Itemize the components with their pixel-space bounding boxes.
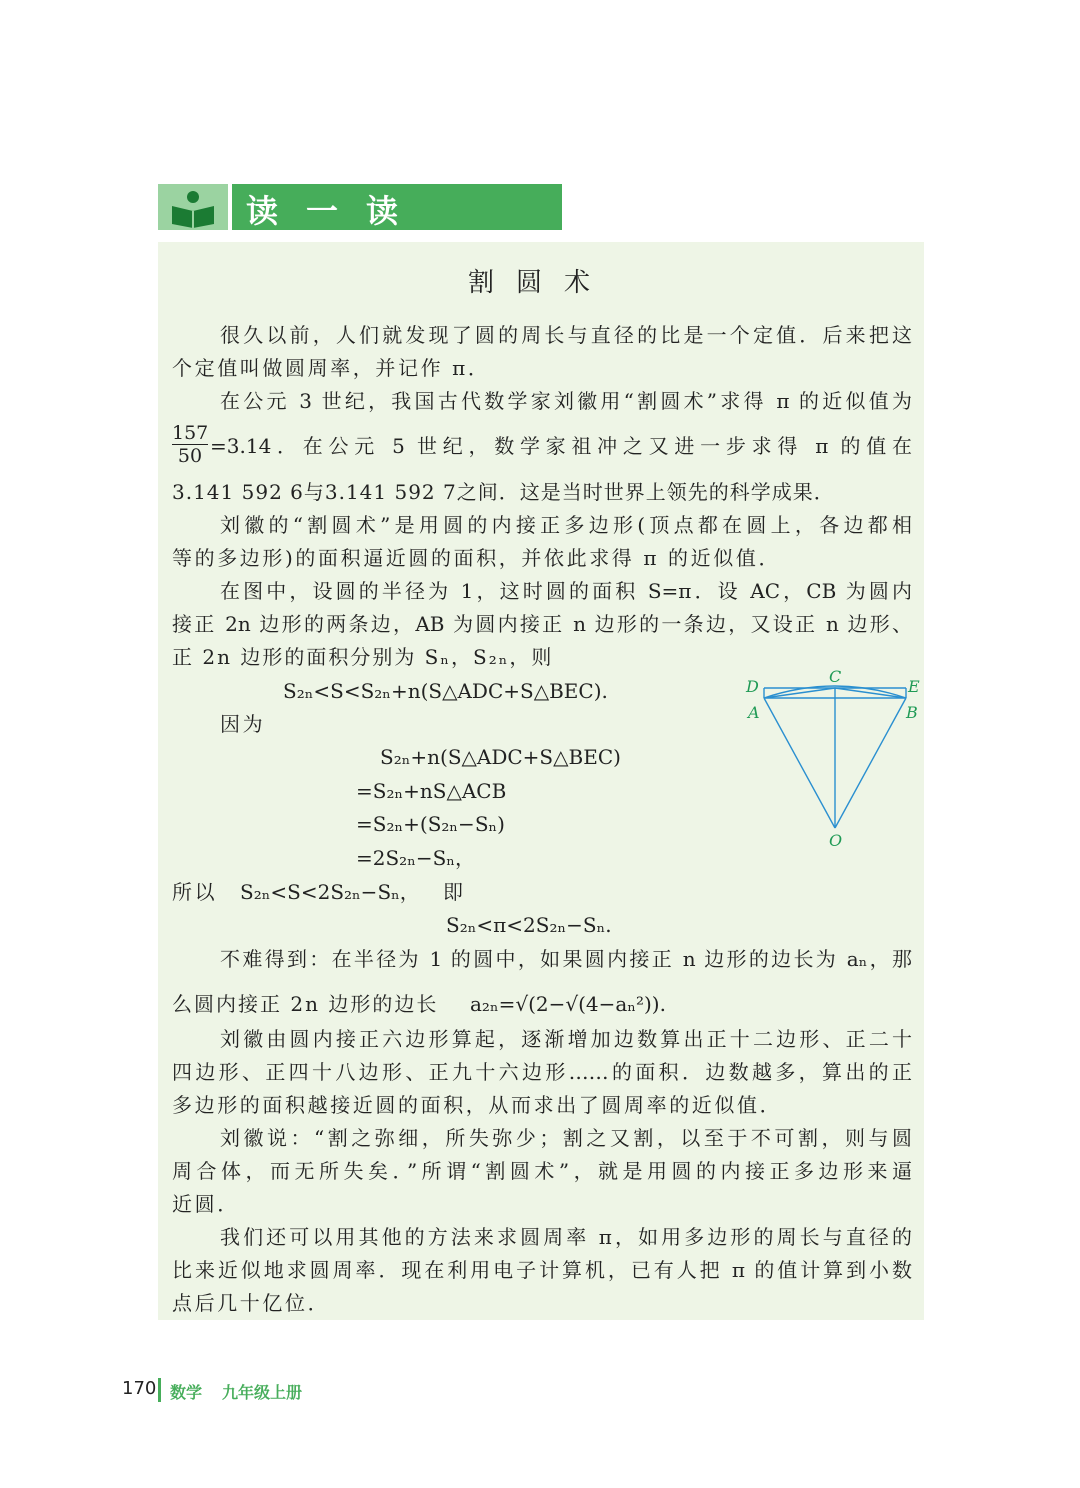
fraction-denominator: 50: [177, 445, 203, 467]
label-A: A: [748, 703, 760, 722]
text-line: 多边形的面积越接近圆的面积，从而求出了圆周率的近似值．: [172, 1093, 783, 1117]
header-char: 一: [306, 192, 339, 230]
header-char: 读: [246, 192, 279, 230]
text-line: 在公元 3 世纪，我国古代数学家刘徽用“割圆术”求得 π 的近似值为: [220, 389, 912, 413]
footer-grade: 九年级上册: [222, 1383, 303, 1402]
text-line: 周合体，而无所失矣．”所谓“割圆术”，就是用圆的内接正多边形来逼: [172, 1159, 912, 1183]
text-line: 比来近似地求圆周率．现在利用电子计算机，已有人把 π 的值计算到小数: [172, 1258, 912, 1282]
text-line: 我们还可以用其他的方法来求圆周率 π，如用多边形的周长与直径的: [220, 1225, 912, 1249]
text-line: 么圆内接正 2n 边形的边长: [172, 992, 439, 1016]
fraction-numerator: 157: [172, 422, 209, 444]
text-line: 所以: [172, 880, 218, 904]
text-line: 刘徽的“割圆术”是用圆的内接正多边形(顶点都在圆上，各边都相: [220, 513, 912, 537]
fraction: [172, 422, 208, 467]
text-line: 近圆．: [172, 1192, 240, 1216]
label-O: O: [829, 831, 843, 850]
circle-division-figure: [740, 664, 930, 854]
text-line: 个定值叫做圆周率，并记作 π．: [172, 356, 491, 380]
text-line: 等的多边形)的面积逼近圆的面积，并依此求得 π 的近似值．: [172, 546, 782, 570]
radius-OB: [835, 698, 906, 828]
derivation-line: =S₂ₙ+(S₂ₙ−Sₙ): [356, 812, 505, 836]
text-line: 因为: [220, 712, 266, 736]
text-line: 在图中，设圆的半径为 1，这时圆的面积 S=π．设 AC，CB 为圆内: [220, 579, 912, 603]
derivation-line: =2S₂ₙ−Sₙ，: [356, 846, 475, 870]
side-length-formula: a₂ₙ=√(2−√(4−aₙ²)).: [470, 992, 666, 1016]
label-C: C: [829, 667, 842, 686]
text-line: 不难得到：在半径为 1 的圆中，如果圆内接正 n 边形的边长为 aₙ，那: [220, 947, 912, 971]
reader-icon: [158, 184, 228, 230]
text-line: 很久以前，人们就发现了圆的周长与直径的比是一个定值．后来把这: [220, 323, 912, 347]
inequality-3: S₂ₙ<π<2S₂ₙ−Sₙ.: [446, 913, 612, 937]
inequality-2: S₂ₙ<S<2S₂ₙ−Sₙ，: [240, 880, 420, 904]
header-char: 读: [366, 192, 399, 230]
article-title: 割圆术: [467, 268, 612, 298]
page-number: 170: [122, 1378, 157, 1399]
label-D: D: [746, 677, 759, 696]
derivation-line: =S₂ₙ+nS△ACB: [356, 779, 507, 803]
radius-OA: [764, 698, 835, 828]
text-line: 正 2n 边形的面积分别为 Sₙ，S₂ₙ，则: [172, 645, 554, 669]
footer-divider: [158, 1378, 161, 1402]
text-line: 点后几十亿位．: [172, 1291, 331, 1315]
text-line: =3.14．在公元 5 世纪，数学家祖冲之又进一步求得 π 的值在: [210, 434, 912, 458]
text-line: 四边形、正四十八边形、正九十六边形……的面积．边数越多，算出的正: [172, 1060, 912, 1084]
label-E: E: [908, 677, 920, 696]
label-B: B: [906, 703, 918, 722]
text-line: 接正 2n 边形的两条边，AB 为圆内接正 n 边形的一条边，又设正 n 边形、: [172, 612, 912, 636]
text-line: 即: [443, 880, 466, 904]
derivation-line: S₂ₙ+n(S△ADC+S△BEC): [380, 745, 621, 769]
section-header-bar: [232, 184, 562, 230]
text-line: 刘徽由圆内接正六边形算起，逐渐增加边数算出正十二边形、正二十: [220, 1027, 912, 1051]
inequality-1: S₂ₙ<S<S₂ₙ+n(S△ADC+S△BEC).: [283, 679, 608, 703]
text-line: 刘徽说：“割之弥细，所失弥少；割之又割，以至于不可割，则与圆: [220, 1126, 912, 1150]
text-line: 3.141 592 6与3.141 592 7之间．这是当时世界上领先的科学成果．: [172, 480, 835, 504]
footer-subject: 数学: [170, 1383, 203, 1402]
